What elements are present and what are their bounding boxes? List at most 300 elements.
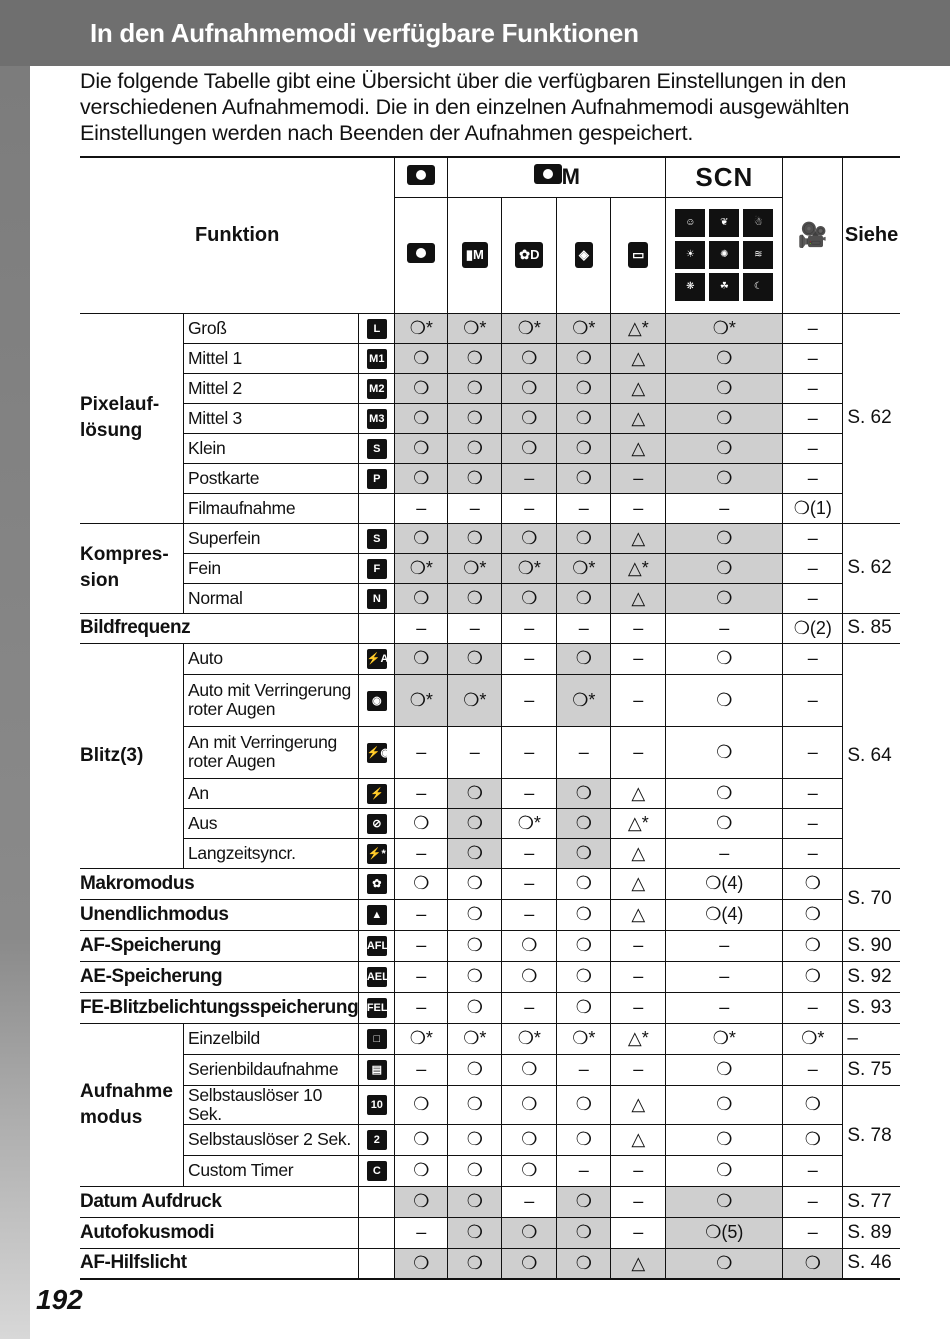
availability-cell: ❍ xyxy=(557,1186,611,1217)
availability-cell: – xyxy=(395,961,448,992)
availability-cell: △* xyxy=(611,553,666,583)
setting-label: Selbstauslöser 2 Sek. xyxy=(183,1124,358,1155)
availability-cell: ❍ xyxy=(557,583,611,613)
mode-digital-macro xyxy=(502,197,557,313)
availability-cell: – xyxy=(666,930,783,961)
availability-cell: ❍ xyxy=(502,930,557,961)
page-reference: S. 90 xyxy=(843,930,900,961)
setting-icon-cell xyxy=(359,1155,395,1186)
setting-icon-cell xyxy=(359,1124,395,1155)
table-row xyxy=(80,778,900,808)
availability-cell: ❍ xyxy=(448,1186,502,1217)
page-reference: S. 64 xyxy=(843,643,900,868)
table-row xyxy=(80,992,900,1023)
availability-cell: ❍* xyxy=(395,674,448,726)
availability-cell: ❍(2) xyxy=(783,613,843,643)
availability-cell: ❍ xyxy=(448,403,502,433)
availability-cell: – xyxy=(395,930,448,961)
availability-cell: – xyxy=(783,838,843,868)
availability-cell: ❍ xyxy=(502,433,557,463)
row-label: Unendlichmodus xyxy=(80,899,359,930)
setting-icon: ⚡◉ xyxy=(367,743,387,763)
availability-cell: ❍ xyxy=(395,643,448,674)
function-icon: AEL xyxy=(367,967,387,987)
availability-cell: – xyxy=(783,1217,843,1248)
availability-cell: – xyxy=(611,1155,666,1186)
availability-cell: ❍ xyxy=(557,463,611,493)
setting-icon-cell xyxy=(359,343,395,373)
availability-cell: ❍* xyxy=(448,674,502,726)
page-reference: S. 93 xyxy=(843,992,900,1023)
availability-cell: – xyxy=(502,868,557,899)
page-reference: S. 85 xyxy=(843,613,900,643)
table-row xyxy=(80,463,900,493)
category-label: Blitz(3) xyxy=(80,643,183,868)
availability-cell: ❍ xyxy=(666,778,783,808)
header-siehe: Siehe xyxy=(843,157,900,313)
availability-cell: △* xyxy=(611,1023,666,1054)
setting-icon-cell xyxy=(359,523,395,553)
availability-cell: ❍ xyxy=(448,463,502,493)
availability-cell: – xyxy=(395,992,448,1023)
availability-cell: ❍ xyxy=(557,899,611,930)
setting-label: Langzeitsyncr. xyxy=(183,838,358,868)
availability-cell: – xyxy=(666,961,783,992)
setting-icon-cell xyxy=(359,838,395,868)
table-row xyxy=(80,1155,900,1186)
availability-cell: △ xyxy=(611,583,666,613)
availability-cell: ❍ xyxy=(448,1217,502,1248)
availability-cell: ❍ xyxy=(502,1085,557,1124)
availability-cell: ❍* xyxy=(395,313,448,343)
setting-icon-cell xyxy=(359,1085,395,1124)
availability-cell: – xyxy=(783,343,843,373)
scn-label: SCN xyxy=(695,161,754,192)
availability-cell: ❍(4) xyxy=(666,899,783,930)
setting-icon: 10 xyxy=(367,1095,387,1115)
availability-cell: – xyxy=(783,992,843,1023)
side-bar xyxy=(0,0,30,1339)
movie-icon: 🎥 xyxy=(797,221,828,249)
availability-cell: – xyxy=(395,899,448,930)
availability-cell: – xyxy=(611,643,666,674)
availability-cell: ❍ xyxy=(502,1155,557,1186)
availability-cell: ❍ xyxy=(557,1217,611,1248)
setting-icon: P xyxy=(367,469,387,489)
availability-cell: – xyxy=(557,726,611,778)
setting-icon-cell xyxy=(359,1023,395,1054)
availability-cell: – xyxy=(611,613,666,643)
setting-label: Normal xyxy=(183,583,358,613)
availability-cell: ❍ xyxy=(448,808,502,838)
setting-icon: N xyxy=(367,589,387,609)
availability-cell: ❍ xyxy=(557,1248,611,1279)
function-table xyxy=(80,156,900,1280)
snow-icon: ☃ xyxy=(743,209,773,237)
row-label: Makromodus xyxy=(80,868,359,899)
camera-icon xyxy=(407,165,435,185)
page-reference: S. 46 xyxy=(843,1248,900,1279)
availability-cell: △ xyxy=(611,778,666,808)
availability-cell: – xyxy=(395,838,448,868)
row-icon xyxy=(359,613,395,643)
group-m-header xyxy=(448,157,666,197)
availability-cell: – xyxy=(448,613,502,643)
camera-m-icon xyxy=(534,164,562,184)
availability-cell: – xyxy=(448,493,502,523)
color-accent-icon: ◈ xyxy=(575,242,593,268)
row-icon xyxy=(359,1217,395,1248)
availability-cell: ❍* xyxy=(783,1023,843,1054)
availability-cell: ❍ xyxy=(448,583,502,613)
setting-label: Groß xyxy=(183,313,358,343)
setting-label: Filmaufnahme xyxy=(183,493,358,523)
setting-label: Klein xyxy=(183,433,358,463)
fireworks-icon: ✺ xyxy=(709,241,739,269)
row-icon xyxy=(359,930,395,961)
table-row xyxy=(80,553,900,583)
setting-icon: S xyxy=(367,439,387,459)
availability-cell: ❍* xyxy=(666,1023,783,1054)
availability-cell: – xyxy=(395,726,448,778)
row-icon xyxy=(359,1248,395,1279)
availability-cell: – xyxy=(502,613,557,643)
table-row xyxy=(80,726,900,778)
row-icon xyxy=(359,899,395,930)
availability-cell: ❍ xyxy=(666,343,783,373)
availability-cell: ❍* xyxy=(395,1023,448,1054)
table-row xyxy=(80,674,900,726)
availability-cell: ❍ xyxy=(557,373,611,403)
availability-cell: – xyxy=(783,523,843,553)
availability-cell: – xyxy=(502,992,557,1023)
availability-cell: ❍ xyxy=(666,523,783,553)
availability-cell: ❍ xyxy=(557,343,611,373)
availability-cell: ❍ xyxy=(557,523,611,553)
availability-cell: ❍ xyxy=(666,1186,783,1217)
setting-icon-cell xyxy=(359,1054,395,1085)
availability-cell: ❍ xyxy=(448,1054,502,1085)
availability-cell: – xyxy=(557,613,611,643)
setting-label: Mittel 1 xyxy=(183,343,358,373)
availability-cell: – xyxy=(502,838,557,868)
setting-label: Superfein xyxy=(183,523,358,553)
table-row xyxy=(80,643,900,674)
row-icon xyxy=(359,868,395,899)
page-reference: S. 89 xyxy=(843,1217,900,1248)
availability-cell: ❍ xyxy=(666,808,783,838)
availability-cell: ❍ xyxy=(666,1085,783,1124)
availability-cell: ❍ xyxy=(557,992,611,1023)
availability-cell: ❍ xyxy=(395,1186,448,1217)
row-label: Datum Aufdruck xyxy=(80,1186,359,1217)
setting-label: Einzelbild xyxy=(183,1023,358,1054)
availability-cell: – xyxy=(502,493,557,523)
digital-macro-icon: ✿D xyxy=(515,242,543,268)
setting-icon: C xyxy=(367,1161,387,1181)
page-reference: S. 75 xyxy=(843,1054,900,1085)
availability-cell: ❍(4) xyxy=(666,868,783,899)
setting-icon: M2 xyxy=(367,379,387,399)
availability-cell: ❍ xyxy=(448,343,502,373)
availability-cell: ❍ xyxy=(395,583,448,613)
group-scn-header xyxy=(666,157,783,197)
availability-cell: – xyxy=(783,583,843,613)
availability-cell: – xyxy=(502,643,557,674)
table-row xyxy=(80,808,900,838)
availability-cell: ❍ xyxy=(395,868,448,899)
availability-cell: ❍ xyxy=(666,403,783,433)
setting-icon-cell xyxy=(359,808,395,838)
setting-icon-cell xyxy=(359,674,395,726)
setting-icon: M1 xyxy=(367,349,387,369)
availability-cell: ❍ xyxy=(395,343,448,373)
table-row xyxy=(80,493,900,523)
availability-cell: ❍* xyxy=(557,674,611,726)
availability-cell: – xyxy=(783,674,843,726)
table-row xyxy=(80,373,900,403)
table-row xyxy=(80,613,900,643)
row-icon xyxy=(359,961,395,992)
availability-cell: – xyxy=(557,493,611,523)
availability-cell: – xyxy=(611,674,666,726)
availability-cell: ❍* xyxy=(557,313,611,343)
page-reference: S. 78 xyxy=(843,1085,900,1186)
availability-cell: ❍(1) xyxy=(783,493,843,523)
availability-cell: △ xyxy=(611,343,666,373)
table-row xyxy=(80,838,900,868)
setting-label: Postkarte xyxy=(183,463,358,493)
availability-cell: ❍ xyxy=(395,1248,448,1279)
availability-cell: – xyxy=(448,726,502,778)
page-reference: S. 62 xyxy=(843,313,900,523)
availability-cell: – xyxy=(557,1155,611,1186)
table-row xyxy=(80,1124,900,1155)
availability-cell: △ xyxy=(611,899,666,930)
availability-cell: ❍ xyxy=(448,930,502,961)
availability-cell: ❍ xyxy=(666,643,783,674)
availability-cell: ❍ xyxy=(502,1217,557,1248)
row-label: Bildfrequenz xyxy=(80,613,359,643)
availability-cell: – xyxy=(783,1155,843,1186)
availability-cell: – xyxy=(502,778,557,808)
availability-cell: – xyxy=(666,992,783,1023)
function-icon: FEL xyxy=(367,998,387,1018)
row-icon xyxy=(359,992,395,1023)
table-row xyxy=(80,1186,900,1217)
row-label: AF-Hilfslicht xyxy=(80,1248,359,1279)
table-row xyxy=(80,1085,900,1124)
availability-cell: ❍ xyxy=(448,868,502,899)
availability-cell: △* xyxy=(611,313,666,343)
availability-cell: ❍ xyxy=(395,433,448,463)
setting-icon: 2 xyxy=(367,1130,387,1150)
table-row xyxy=(80,961,900,992)
availability-cell: ❍ xyxy=(502,523,557,553)
availability-cell: ❍ xyxy=(448,838,502,868)
manual-icon: ▮M xyxy=(462,242,488,268)
setting-label: Custom Timer xyxy=(183,1155,358,1186)
setting-icon: M3 xyxy=(367,409,387,429)
availability-cell: ❍* xyxy=(502,1023,557,1054)
availability-cell: △ xyxy=(611,373,666,403)
availability-cell: ❍ xyxy=(448,643,502,674)
page-reference: S. 92 xyxy=(843,961,900,992)
availability-cell: ❍ xyxy=(502,583,557,613)
availability-cell: – xyxy=(611,1217,666,1248)
availability-cell: – xyxy=(783,373,843,403)
setting-icon-cell xyxy=(359,433,395,463)
availability-cell: ❍ xyxy=(666,463,783,493)
page-reference: S. 77 xyxy=(843,1186,900,1217)
availability-cell: ❍ xyxy=(502,403,557,433)
availability-cell: ❍ xyxy=(395,808,448,838)
setting-icon-cell xyxy=(359,553,395,583)
availability-cell: – xyxy=(395,493,448,523)
table-row xyxy=(80,1054,900,1085)
availability-cell: – xyxy=(783,808,843,838)
setting-icon: ⊘ xyxy=(367,814,387,834)
availability-cell: – xyxy=(783,433,843,463)
setting-label: Mittel 3 xyxy=(183,403,358,433)
availability-cell: ❍* xyxy=(448,553,502,583)
mode-scn-icons xyxy=(666,197,783,313)
row-label: AE-Speicherung xyxy=(80,961,359,992)
availability-cell: – xyxy=(783,1186,843,1217)
setting-icon-cell xyxy=(359,403,395,433)
setting-icon-cell xyxy=(359,373,395,403)
scn-icon-grid xyxy=(666,209,782,301)
category-label: Aufnahme modus xyxy=(80,1023,183,1186)
availability-cell: ❍(5) xyxy=(666,1217,783,1248)
availability-cell: – xyxy=(395,778,448,808)
header-funktion: Funktion xyxy=(80,157,395,313)
availability-cell: ❍ xyxy=(666,674,783,726)
setting-icon: L xyxy=(367,319,387,339)
availability-cell: – xyxy=(502,1186,557,1217)
stitch-assist-icon: ▭ xyxy=(628,242,648,268)
availability-cell: ❍ xyxy=(502,343,557,373)
mode-color-accent xyxy=(557,197,611,313)
table-row xyxy=(80,930,900,961)
availability-cell: – xyxy=(557,1054,611,1085)
availability-cell: ❍ xyxy=(502,961,557,992)
row-label: FE-Blitzbelichtungsspeicherung xyxy=(80,992,359,1023)
availability-cell: ❍ xyxy=(395,1155,448,1186)
availability-cell: ❍ xyxy=(502,373,557,403)
availability-cell: – xyxy=(502,463,557,493)
availability-cell: ❍ xyxy=(666,726,783,778)
table-row xyxy=(80,403,900,433)
availability-cell: ❍ xyxy=(783,961,843,992)
availability-cell: △ xyxy=(611,1124,666,1155)
availability-cell: ❍ xyxy=(448,523,502,553)
auto-icon xyxy=(407,243,435,263)
availability-cell: – xyxy=(783,726,843,778)
availability-cell: ❍ xyxy=(448,992,502,1023)
availability-cell: – xyxy=(611,463,666,493)
availability-cell: – xyxy=(395,613,448,643)
availability-cell: ❍ xyxy=(783,1085,843,1124)
availability-cell: ❍* xyxy=(448,313,502,343)
availability-cell: – xyxy=(611,1186,666,1217)
availability-cell: ❍ xyxy=(557,643,611,674)
availability-cell: – xyxy=(783,643,843,674)
indoor-icon: ❋ xyxy=(675,273,705,301)
availability-cell: – xyxy=(783,778,843,808)
setting-icon-cell xyxy=(359,726,395,778)
row-label: Autofokusmodi xyxy=(80,1217,359,1248)
setting-icon-cell xyxy=(359,643,395,674)
availability-cell: ❍* xyxy=(666,313,783,343)
availability-cell: △* xyxy=(611,808,666,838)
availability-cell: ❍ xyxy=(783,930,843,961)
availability-cell: ❍ xyxy=(502,1124,557,1155)
row-icon xyxy=(359,1186,395,1217)
availability-cell: – xyxy=(666,493,783,523)
availability-cell: – xyxy=(611,726,666,778)
availability-cell: ❍ xyxy=(395,403,448,433)
availability-cell: ❍ xyxy=(666,583,783,613)
group-auto-header xyxy=(395,157,448,197)
table-row xyxy=(80,1248,900,1279)
setting-icon: ⚡ xyxy=(367,784,387,804)
page-reference: S. 62 xyxy=(843,523,900,613)
availability-cell: – xyxy=(783,313,843,343)
mode-stitch-assist xyxy=(611,197,666,313)
portrait-icon: ☺ xyxy=(675,209,705,237)
availability-cell: ❍* xyxy=(502,313,557,343)
availability-cell: ❍ xyxy=(395,1085,448,1124)
availability-cell: – xyxy=(611,961,666,992)
setting-icon-cell xyxy=(359,778,395,808)
availability-cell: ❍* xyxy=(395,553,448,583)
intro-text: Die folgende Tabelle gibt eine Übersicht über die verfügbaren Einstellungen in den verschiedenen Aufnahmemodi. Die in den einzelnen Aufnahmemodi ausgewählten Einstellungen werden nach Beenden der Aufnahmen gespeichert. xyxy=(80,69,850,145)
availability-cell: ❍* xyxy=(557,1023,611,1054)
availability-cell: ❍ xyxy=(666,1155,783,1186)
availability-cell: ❍ xyxy=(557,930,611,961)
availability-cell: ❍ xyxy=(783,868,843,899)
availability-cell: ❍ xyxy=(502,1248,557,1279)
setting-label: An xyxy=(183,778,358,808)
setting-icon: S xyxy=(367,529,387,549)
availability-cell: – xyxy=(666,613,783,643)
availability-cell: – xyxy=(611,1054,666,1085)
availability-cell: ❍* xyxy=(557,553,611,583)
availability-cell: △ xyxy=(611,523,666,553)
mode-manual xyxy=(448,197,502,313)
availability-cell: △ xyxy=(611,433,666,463)
availability-cell: △ xyxy=(611,838,666,868)
availability-cell: ❍ xyxy=(557,808,611,838)
availability-cell: ❍ xyxy=(557,778,611,808)
availability-cell: – xyxy=(611,493,666,523)
availability-cell: ❍ xyxy=(448,1085,502,1124)
availability-cell: ❍ xyxy=(448,433,502,463)
availability-cell: ❍ xyxy=(502,1054,557,1085)
page-number: 192 xyxy=(36,1284,83,1315)
foliage-icon: ☘ xyxy=(709,273,739,301)
availability-cell: ❍ xyxy=(448,1124,502,1155)
availability-cell: ❍ xyxy=(783,1124,843,1155)
setting-label: Mittel 2 xyxy=(183,373,358,403)
availability-cell: – xyxy=(502,674,557,726)
availability-cell: ❍ xyxy=(666,1124,783,1155)
page-corner xyxy=(30,66,80,116)
setting-label: Serienbildaufnahme xyxy=(183,1054,358,1085)
category-label: Kompres- sion xyxy=(80,523,183,613)
beach-icon: ☀ xyxy=(675,241,705,269)
